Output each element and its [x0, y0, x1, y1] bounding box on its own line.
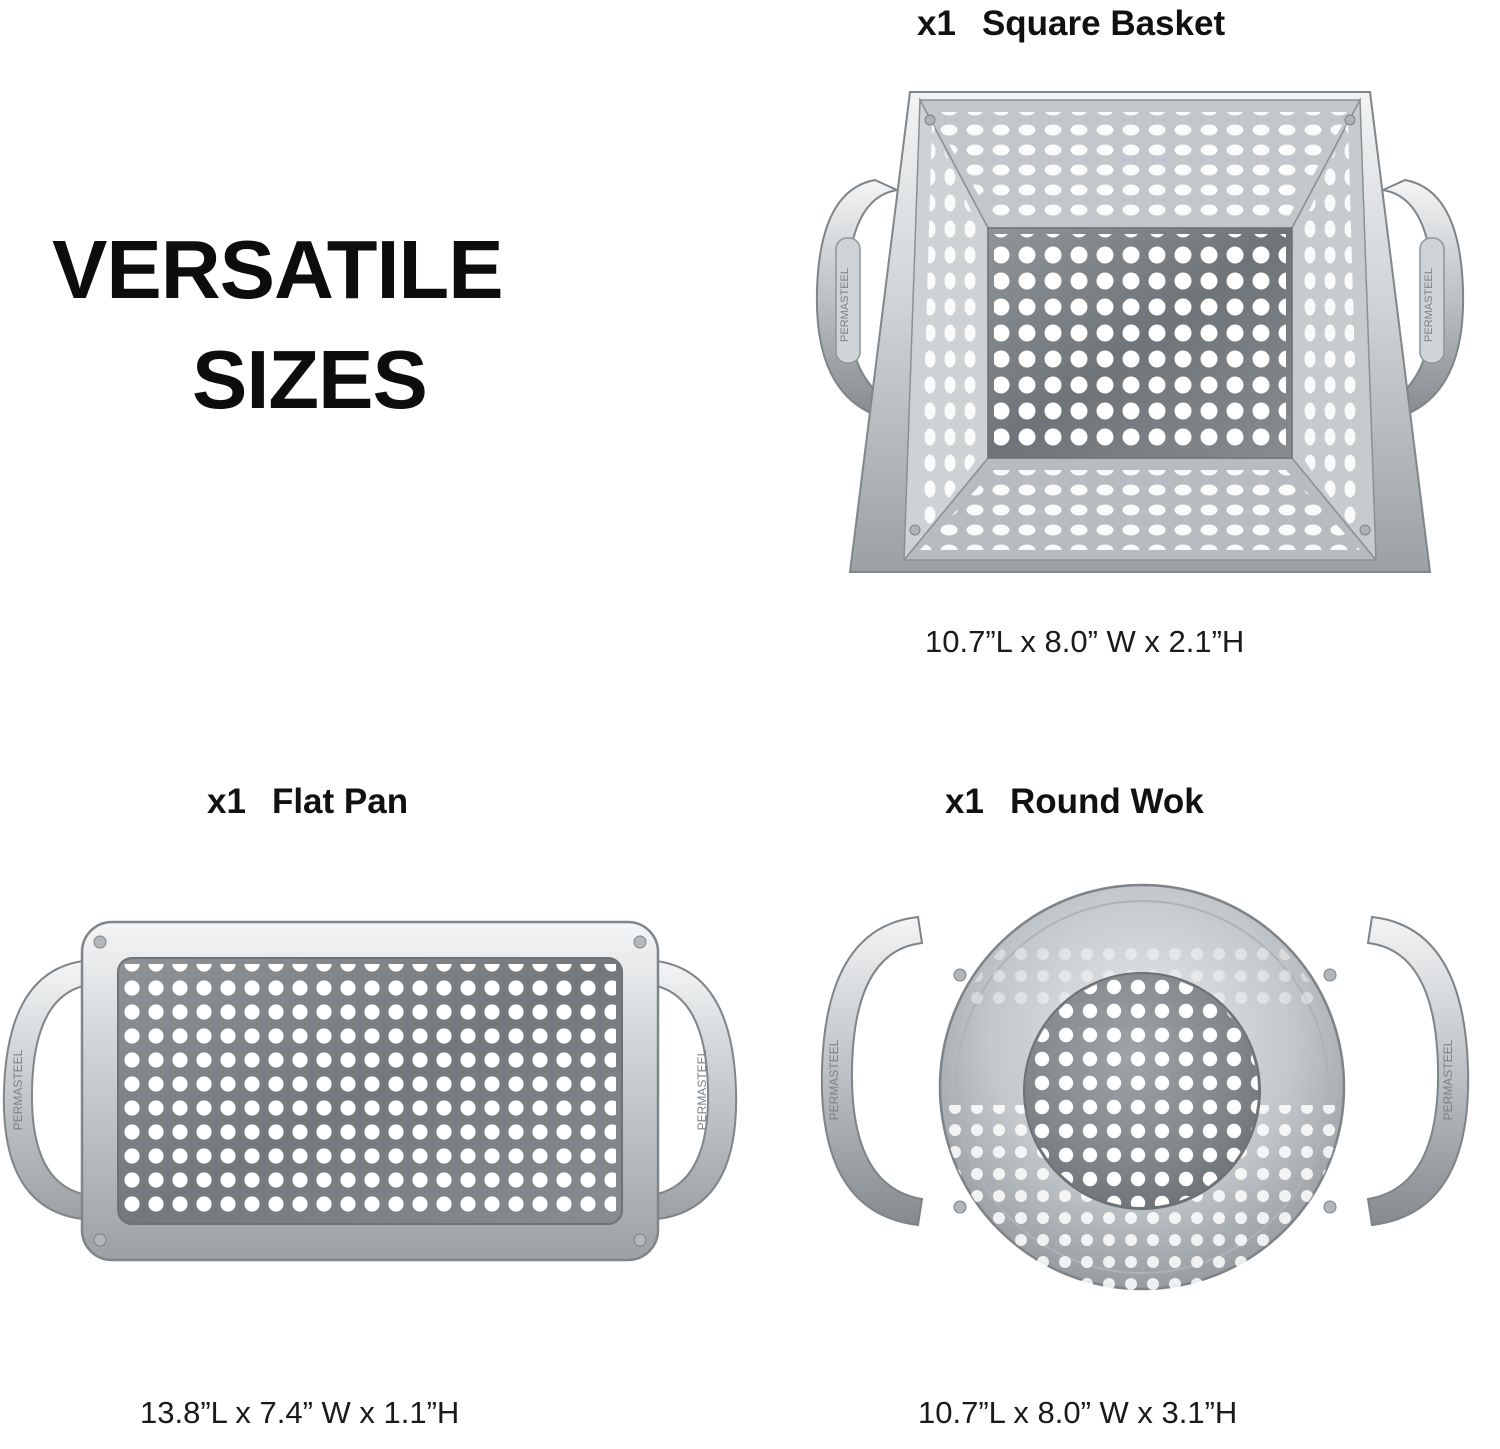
round-wok-handle-left: [822, 917, 922, 1225]
square-basket-dimensions: 10.7”L x 8.0” W x 2.1”H: [925, 624, 1245, 659]
flat-pan-title: [207, 782, 408, 822]
svg-text:PERMASTEEL: PERMASTEEL: [827, 1039, 841, 1121]
svg-text:PERMASTEEL: PERMASTEEL: [11, 1049, 25, 1131]
page-title-line-1: VERSATILE: [52, 223, 503, 316]
round-wok-handle-right: [1368, 917, 1468, 1225]
round-wok-dimensions: 10.7”L x 8.0” W x 3.1”H: [918, 1395, 1238, 1430]
flat-pan-name: Flat Pan: [271, 782, 409, 821]
square-basket-image: [780, 60, 1500, 605]
square-basket-title: [917, 4, 1225, 44]
svg-text:PERMASTEEL: PERMASTEEL: [839, 268, 851, 342]
square-basket-name: Square Basket: [981, 4, 1226, 43]
svg-text:PERMASTEEL: PERMASTEEL: [1441, 1039, 1455, 1121]
flat-pan-dimensions: 13.8”L x 7.4” W x 1.1”H: [140, 1395, 460, 1430]
page-title-line-2: SIZES: [192, 332, 427, 426]
round-wok-image: [790, 855, 1500, 1315]
round-wok-title: [945, 782, 1204, 822]
flat-pan-image: [0, 880, 740, 1300]
square-basket-quantity: x1: [917, 4, 956, 43]
page-title: [52, 215, 692, 434]
round-wok-quantity: x1: [945, 782, 984, 821]
flat-pan-quantity: x1: [207, 782, 246, 821]
svg-text:PERMASTEEL: PERMASTEEL: [695, 1049, 709, 1131]
round-wok-name: Round Wok: [1009, 782, 1204, 821]
svg-text:PERMASTEEL: PERMASTEEL: [1423, 268, 1435, 342]
